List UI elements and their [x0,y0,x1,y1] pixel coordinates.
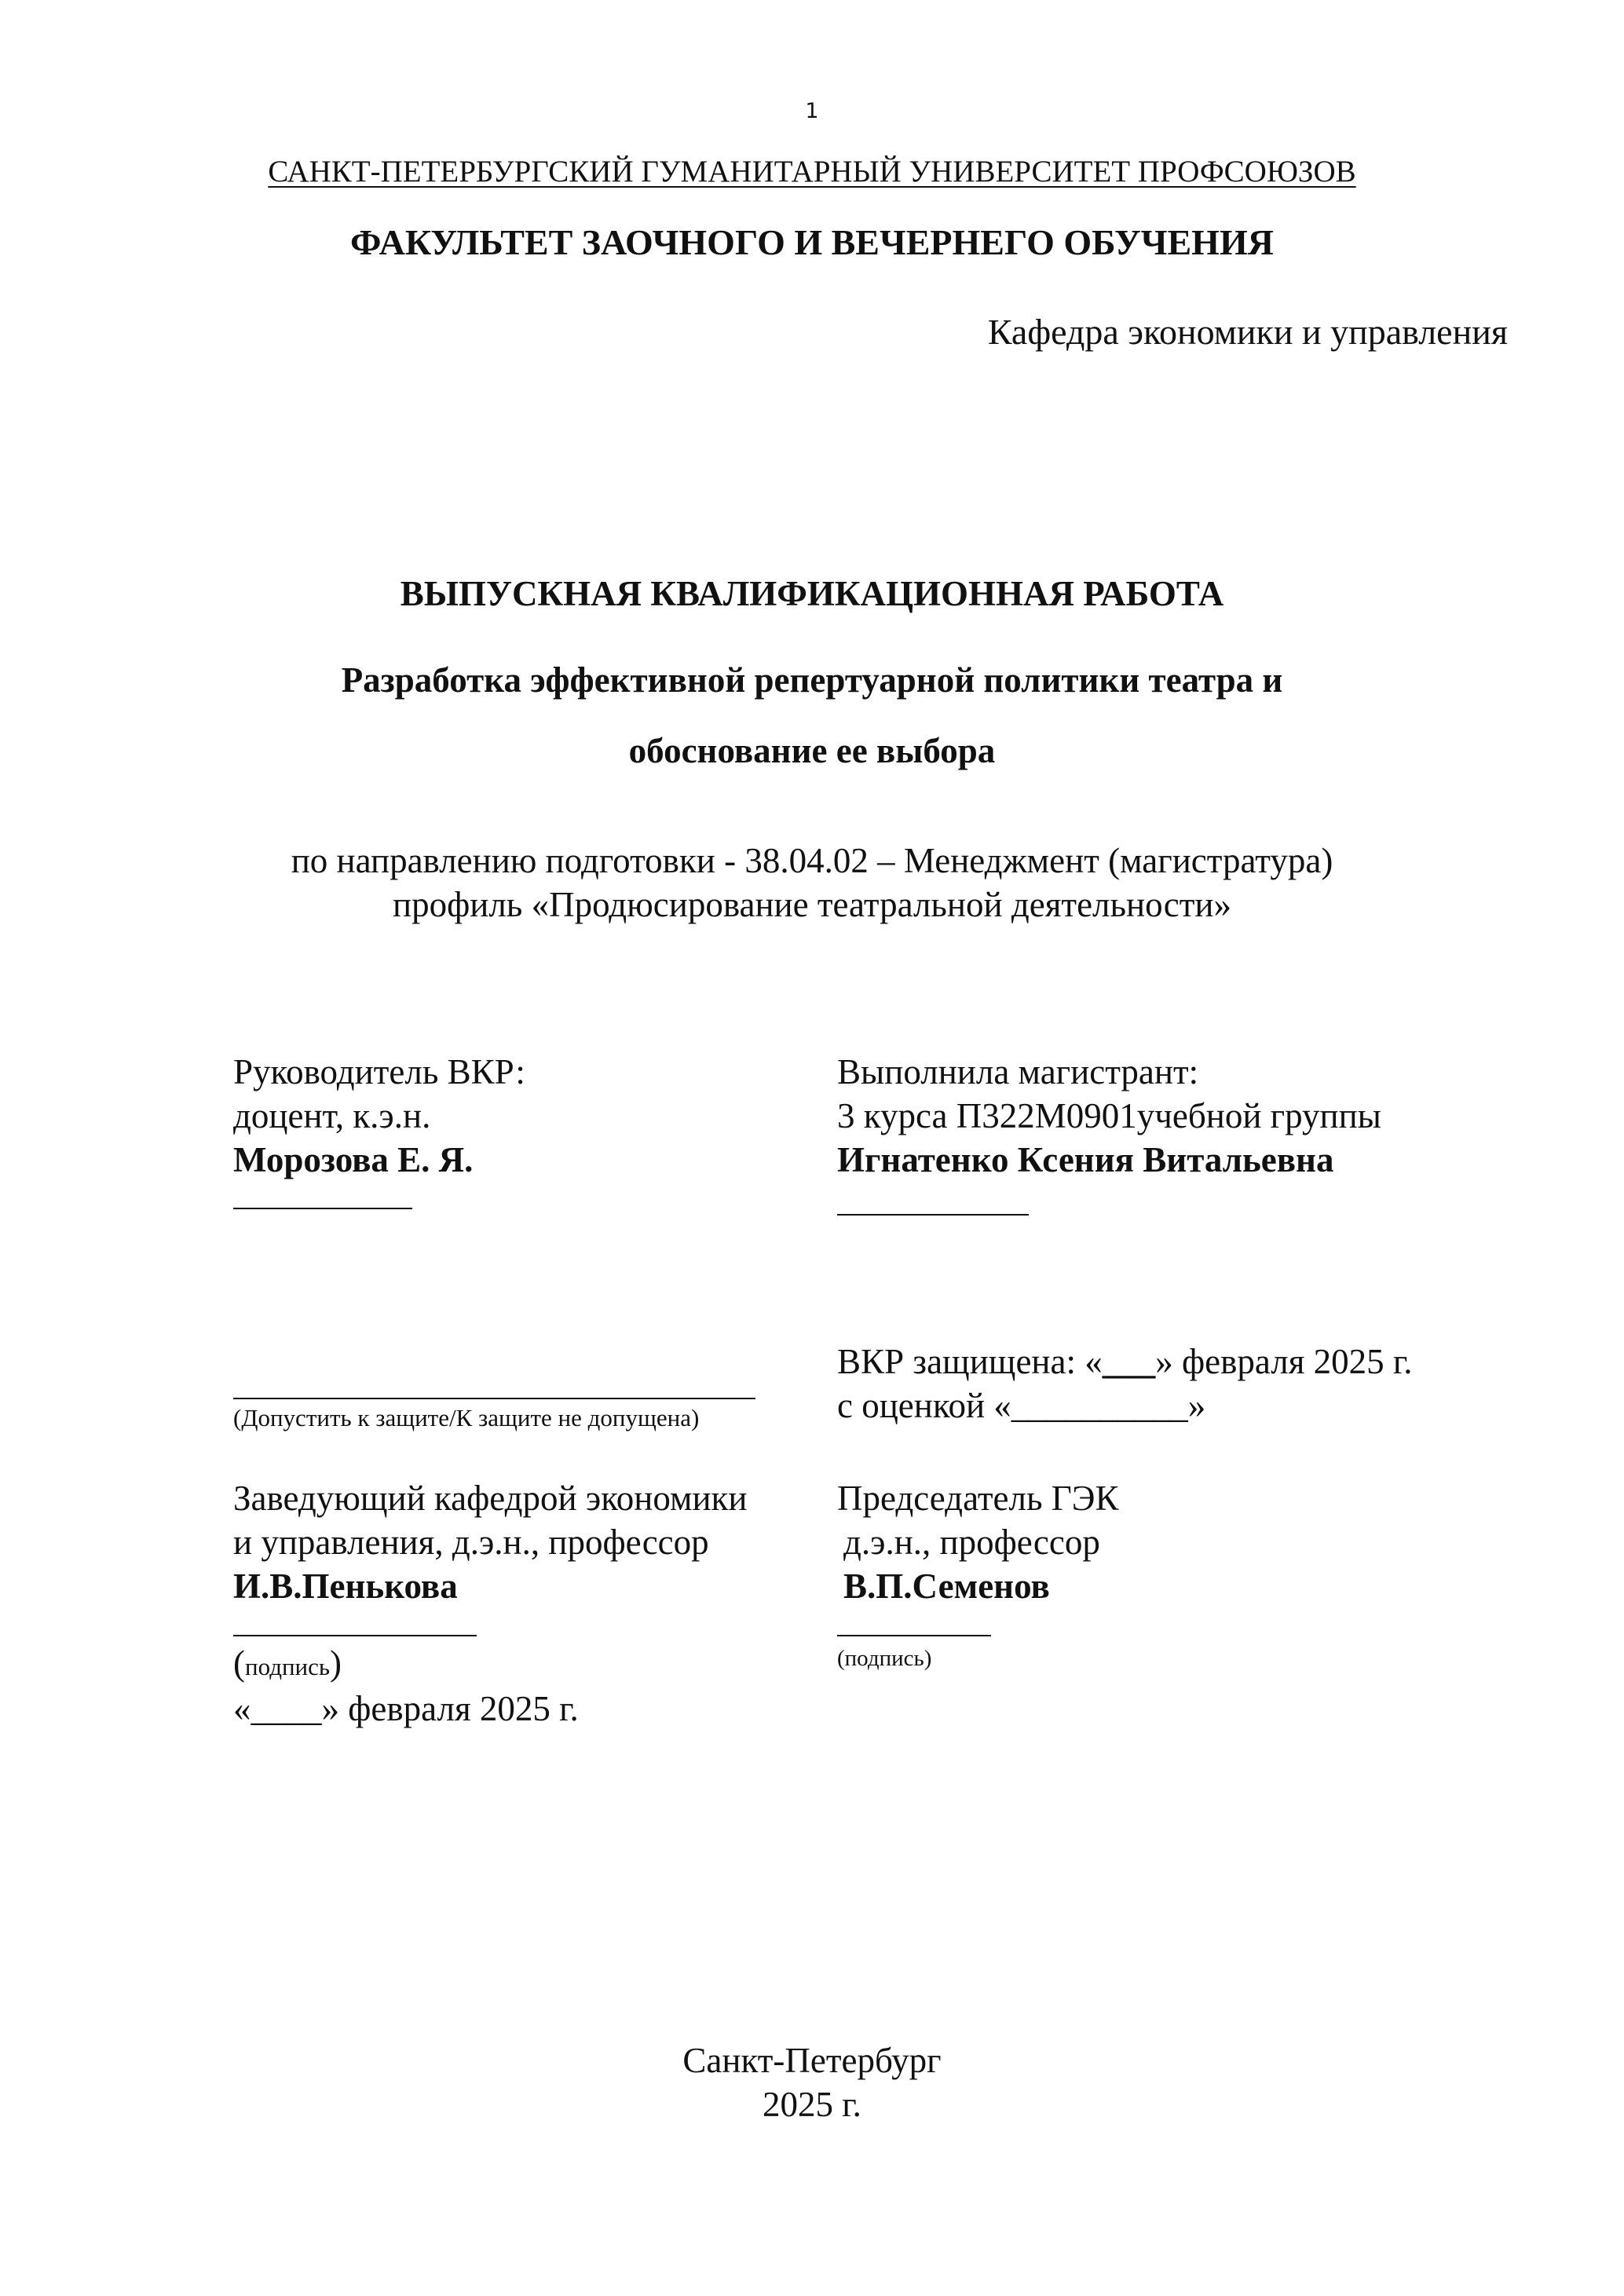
study-profile: профиль «Продюсирование театральной деятельности» [393,885,1231,924]
student-block [837,1050,1381,1182]
defense-protected-line: ВКР защищена: «___» февраля 2025 г. [837,1342,1413,1381]
head-name: И.В.Пенькова [233,1567,458,1606]
thesis-title-line-2: обоснование ее выбора [628,731,996,770]
admission-caption: (Допустить к защите/К защите не допущена) [233,1404,700,1431]
supervisor-label: Руководитель ВКР: [233,1052,525,1091]
footer-city: Санкт-Петербург [682,2041,942,2080]
head-title-line-2: и управления, д.э.н., профессор [233,1523,709,1562]
supervisor-block [233,1050,525,1182]
head-title-line-1: Заведующий кафедрой экономики [233,1479,748,1518]
chair-title-line-1: Председатель ГЭК [837,1479,1119,1518]
university-name: САНКТ-ПЕТЕРБУРГСКИЙ ГУМАНИТАРНЫЙ УНИВЕРСИТЕТ ПРОФСОЮЗОВ [268,155,1356,188]
supervisor-name: Морозова Е. Я. [233,1140,474,1179]
supervisor-signature-line [233,1208,412,1209]
defense-block [837,1340,1413,1428]
department-name: Кафедра экономики и управления [987,312,1508,352]
commission-chair-block [837,1476,1118,1608]
head-signature-caption: (подпись) [233,1643,342,1683]
defense-grade-blank: __________ [1011,1386,1188,1425]
student-group: 3 курса П322М0901учебной группы [837,1096,1381,1135]
thesis-title-line-1: Разработка эффективной репертуарной политики театра и [341,660,1283,700]
defense-grade-line: с оценкой «__________» [837,1386,1206,1425]
head-signature-date: «____» февраля 2025 г. [233,1689,579,1728]
student-name: Игнатенко Ксения Витальевна [837,1140,1334,1179]
admission-decision-line [233,1398,755,1399]
head-signature-line [233,1635,477,1636]
footer-year: 2025 г. [763,2085,861,2124]
study-direction: по направлению подготовки - 38.04.02 – Менеджмент (магистратура) [291,841,1333,880]
chair-signature-line [837,1635,991,1636]
student-signature-line [837,1214,1029,1216]
defense-day-blank: ___ [1102,1342,1156,1381]
supervisor-position: доцент, к.э.н. [233,1096,431,1135]
head-of-department-block [233,1476,748,1608]
student-label: Выполнила магистрант: [837,1052,1199,1091]
faculty-name: ФАКУЛЬТЕТ ЗАОЧНОГО И ВЕЧЕРНЕГО ОБУЧЕНИЯ [350,222,1274,262]
chair-signature-caption: (подпись) [837,1646,932,1671]
thesis-type-heading: ВЫПУСКНАЯ КВАЛИФИКАЦИОННАЯ РАБОТА [400,574,1224,613]
chair-name: В.П.Семенов [843,1567,1050,1606]
page-number: 1 [805,99,819,123]
chair-title-line-2: д.э.н., профессор [843,1523,1100,1562]
